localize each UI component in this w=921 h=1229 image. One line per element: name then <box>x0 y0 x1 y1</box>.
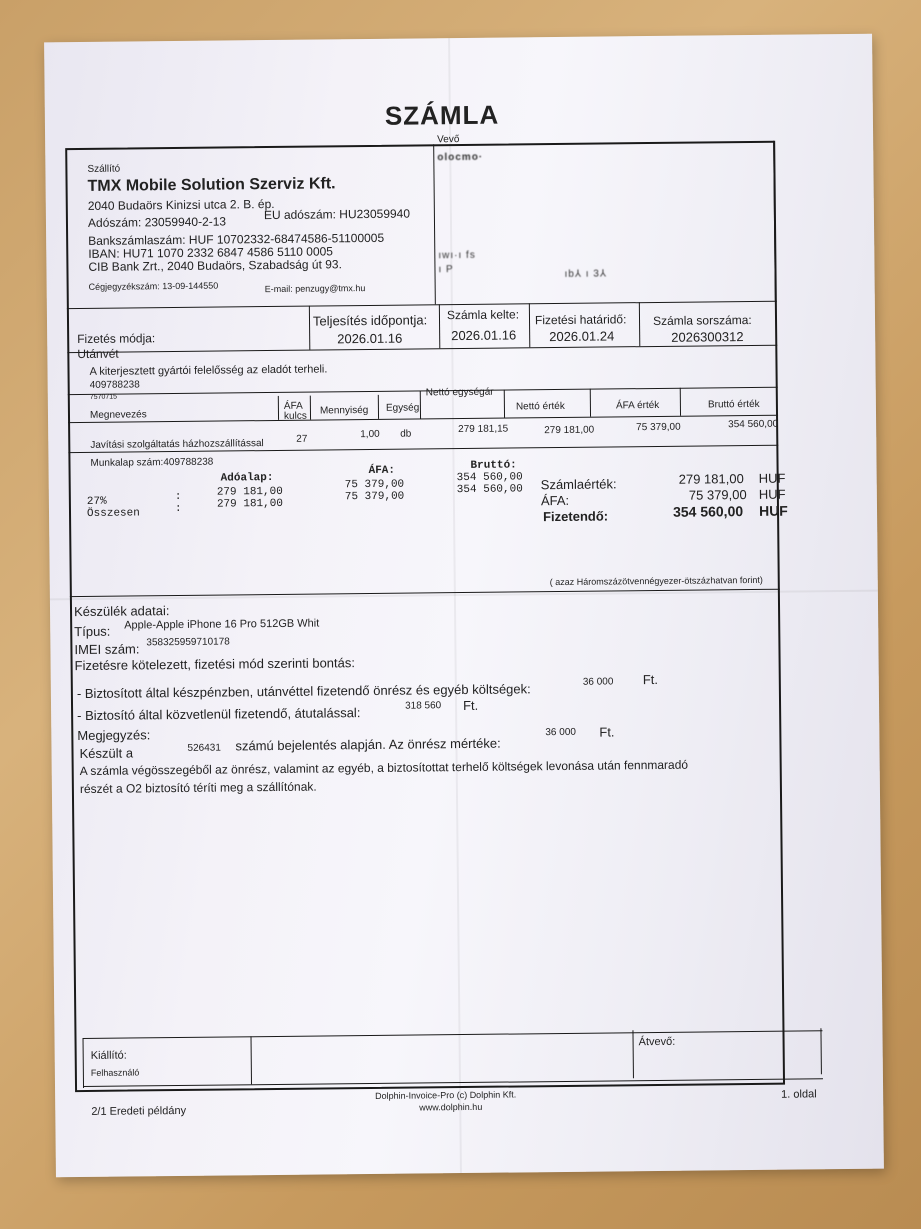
summary-total-base: 279 181,00 <box>216 497 284 511</box>
worksheet-number: Munkalap szám:409788238 <box>90 456 214 469</box>
invoice-date-label: Számla kelte: <box>446 307 520 323</box>
summary-base-label: Adóalap: <box>220 471 274 485</box>
summary-rate-base: 279 181,00 <box>216 485 283 499</box>
col-header-net-value: Nettó érték <box>515 400 565 413</box>
invoice-value-label: Számlaérték: <box>540 476 617 493</box>
buyer-line-3: ı P <box>438 264 454 276</box>
summary-total-vat: 75 379,00 <box>344 490 405 504</box>
summary-rate-colon: : <box>174 490 182 504</box>
buyer-line-1: olocmo· <box>437 151 484 164</box>
breakdown-line-2-amount: 318 560 <box>404 700 442 712</box>
note-label: Megjegyzés: <box>77 727 151 744</box>
software-website: www.dolphin.hu <box>419 1101 483 1113</box>
made-text: számú bejelentés alapján. Az önrész mértéke: <box>235 735 501 754</box>
made-label: Készült a <box>79 745 134 762</box>
summary-total-row-label: Összesen <box>86 507 140 520</box>
summary-total-gross: 354 560,00 <box>456 483 523 497</box>
device-heading: Készülék adatai: <box>73 603 170 620</box>
invoice-paper <box>44 34 884 1178</box>
breakdown-line-2: - Biztosító által közvetlenül fizetendő, átutalással: <box>77 705 361 724</box>
summary-rate-vat: 75 379,00 <box>344 478 405 492</box>
summary-total-colon: : <box>174 502 182 516</box>
deductible-currency: Ft. <box>599 724 615 740</box>
breakdown-line-2-currency: Ft. <box>462 697 479 714</box>
deductible-amount: 36 000 <box>545 726 576 739</box>
vat-total-value: 75 379,00 <box>688 487 747 503</box>
row-gross-value: 354 560,00 <box>728 418 779 431</box>
col-header-unit: Egység <box>385 402 420 414</box>
invoice-title: SZÁMLA <box>384 99 500 131</box>
payable-value: 354 560,00 <box>672 503 744 520</box>
seller-tax-id: Adószám: 23059940-2-13 <box>87 214 227 230</box>
amount-in-words: ( azaz Háromszázötvennégyezer-ötszázhatvan forint) <box>549 574 763 588</box>
receiver-label: Átvevő: <box>638 1035 676 1049</box>
col-header-qty: Mennyiség <box>319 404 369 417</box>
seller-email: E-mail: penzugy@tmx.hu <box>264 283 366 295</box>
seller-eu-tax-id: EU adószám: HU23059940 <box>263 206 411 223</box>
seller-reg-no: Cégjegyzékszám: 13-09-144550 <box>88 280 219 292</box>
row-qty: 1,00 <box>360 428 380 441</box>
vat-total-label: ÁFA: <box>540 492 570 509</box>
report-number: 526431 <box>187 742 221 754</box>
col-header-gross-value: Bruttó érték <box>707 398 760 411</box>
copy-label: 2/1 Eredeti példány <box>91 1104 187 1118</box>
page-number: 1. oldal <box>781 1088 817 1101</box>
invoice-value: 279 181,00 <box>678 471 744 487</box>
row-net-value: 279 181,00 <box>544 424 595 437</box>
summary-vat-label: ÁFA: <box>368 464 396 477</box>
breakdown-line-1-amount: 36 000 <box>582 676 614 688</box>
reference-2: 7570715 <box>89 393 118 401</box>
breakdown-line-1-currency: Ft. <box>642 671 659 688</box>
software-credit: Dolphin-Invoice-Pro (c) Dolphin Kft. <box>375 1089 517 1101</box>
reference-1: 409788238 <box>89 379 140 391</box>
col-header-name: Megnevezés <box>89 409 147 421</box>
invoice-date-value: 2026.01.16 <box>451 327 517 344</box>
seller-label: Szállító <box>87 163 121 175</box>
row-vat-value: 75 379,00 <box>636 421 681 434</box>
summary-gross-label: Bruttó: <box>470 459 517 472</box>
device-type-value: Apple-Apple iPhone 16 Pro 512GB Whit <box>124 617 320 632</box>
row-name: Javítási szolgáltatás házhozszállítással <box>90 438 264 451</box>
invoice-value-currency: HUF <box>758 470 786 486</box>
issuer-label: Kiállító: <box>90 1049 127 1062</box>
due-date-label: Fizetési határidő: <box>534 312 627 328</box>
serial-label: Számla sorszáma: <box>652 312 752 329</box>
row-unit: db <box>400 428 412 440</box>
summary-rate-gross: 354 560,00 <box>456 471 523 485</box>
payable-currency: HUF <box>758 502 788 519</box>
payment-method-value: Utánvét <box>77 346 119 362</box>
settlement-paragraph-1: A számla végösszegéből az önrész, valamint az egyéb, a biztosítottat terhelő költségek levonása után fennmaradó <box>79 757 689 779</box>
liability-notice: A kiterjesztett gyártói felelősség az eladót terheli. <box>89 363 328 378</box>
due-date-value: 2026.01.24 <box>549 328 615 345</box>
payable-label: Fizetendő: <box>542 508 609 525</box>
col-header-vat-value: ÁFA érték <box>615 399 660 412</box>
buyer-line-2: ıwı·ı fs <box>438 249 476 262</box>
row-vat-rate: 27 <box>296 433 308 445</box>
performance-date-value: 2026.01.16 <box>337 330 403 347</box>
payment-method-label: Fizetés módja: <box>77 331 156 347</box>
breakdown-line-1: - Biztosított által készpénzben, utánvéttel fizetendő önrész és egyéb költségek: <box>76 681 531 702</box>
summary-rate-row-label: 27% <box>86 495 107 508</box>
imei-value: 358325959710178 <box>146 636 230 649</box>
col-header-net-unit: Nettó egységár <box>425 386 494 399</box>
device-type-label: Típus: <box>74 623 111 640</box>
seller-bank: CIB Bank Zrt., 2040 Budaörs, Szabadság út 93. <box>88 257 342 274</box>
buyer-line-4: ıb⅄ ı 3⅄ <box>564 268 608 280</box>
issuer-value: Felhasználó <box>90 1067 140 1078</box>
serial-value: 2026300312 <box>671 329 744 345</box>
seller-iban: IBAN: HU71 1070 2332 6847 4586 5110 0005 <box>88 244 333 261</box>
imei-label: IMEI szám: <box>74 641 140 658</box>
settlement-paragraph-2: részét a O2 biztosító téríti meg a szállítónak. <box>79 779 317 797</box>
buyer-label: Vevő <box>437 134 460 146</box>
seller-address: 2040 Budaörs Kinizsi utca 2. B. ép. <box>87 196 275 213</box>
payment-breakdown-heading: Fizetésre kötelezett, fizetési mód szerinti bontás: <box>74 655 356 674</box>
signature-right-edge <box>820 1028 821 1074</box>
vat-total-currency: HUF <box>758 486 786 502</box>
seller-name: TMX Mobile Solution Szerviz Kft. <box>87 175 336 195</box>
seller-bank-account: Bankszámlaszám: HUF 10702332-68474586-51100005 <box>88 230 385 248</box>
row-net-unit: 279 181,15 <box>458 423 509 436</box>
col-header-vat-rate: ÁFA kulcs <box>283 400 307 422</box>
performance-date-label: Teljesítés időpontja: <box>312 312 428 329</box>
